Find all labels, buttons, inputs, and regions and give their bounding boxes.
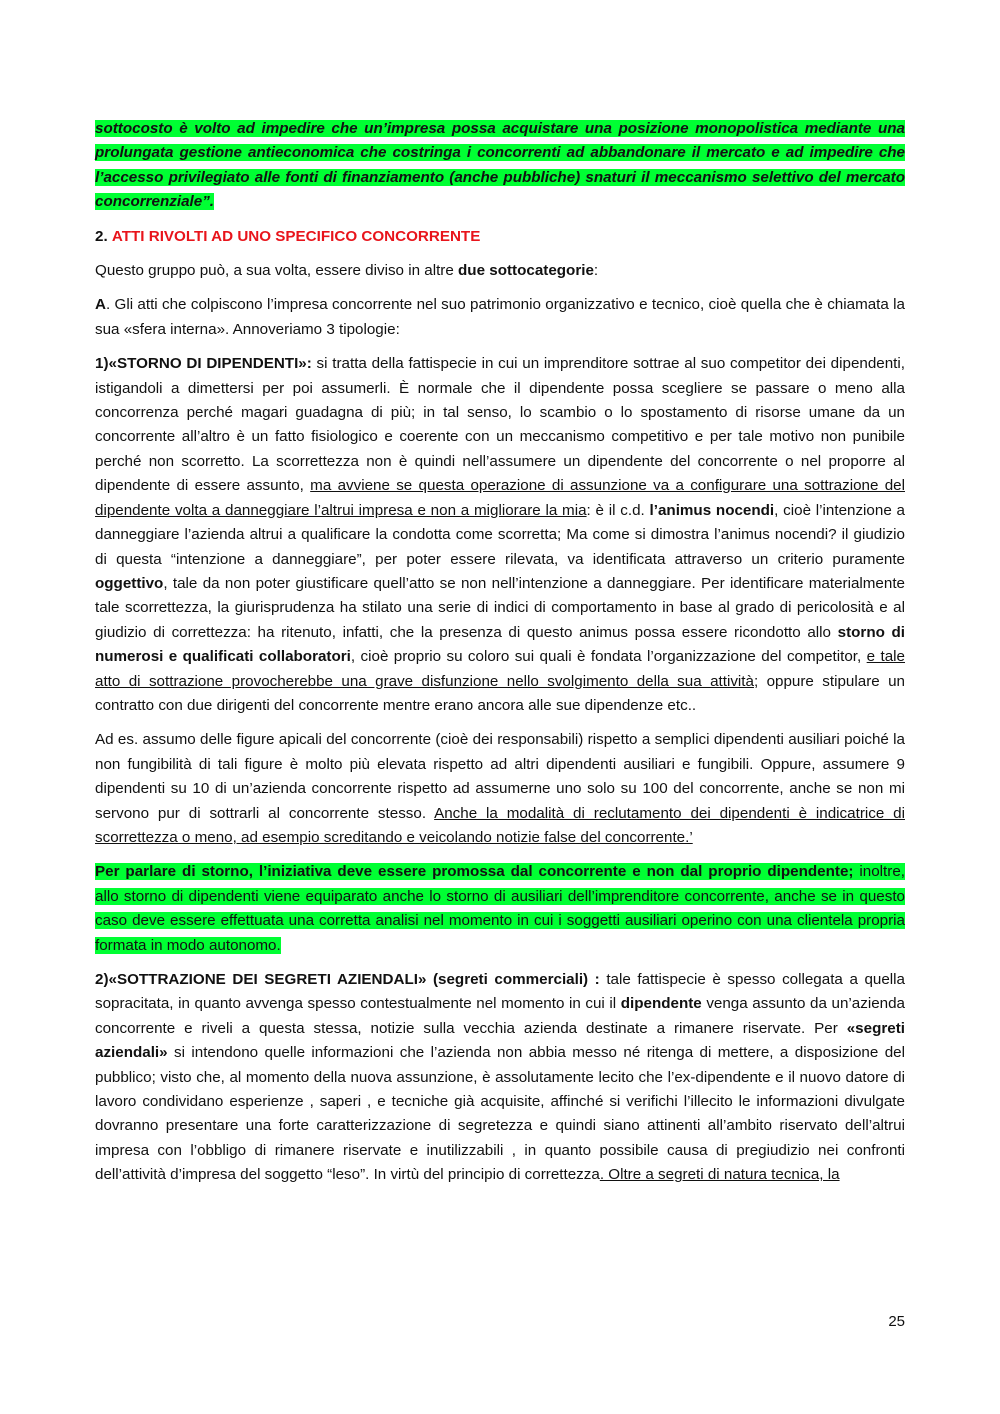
text-run: , cioè l’intenzione a danneggiare l’azienda altrui a qualificare la condotta come scorretta; Ma come si dimostra l’animus nocendi? il giudizio di questa “intenzione a danneggiare”, per poter essere rilevata, va identificata attraverso un criterio puramente	[95, 501, 905, 568]
text-run: , cioè proprio su coloro sui quali è fondata l’organizzazione del competitor,	[350, 648, 867, 666]
highlighted-text: inoltre, allo storno di dipendenti viene equiparato anche lo storno di ausiliari dell’imprenditore concorrente, anche se in questo caso deve essere effettuata una corretta analisi nel momento in cui i soggetti ausiliari operino con una clientela propria formata in modo autonomo.	[95, 863, 905, 954]
text-run: . Gli atti che colpiscono l’impresa concorrente nel suo patrimonio organizzativo e tecnico, cioè quella che è chiamata la sua «sfera interna». Annoveriamo 3 tipologie:	[95, 296, 905, 338]
bold-text: l’animus nocendi	[649, 501, 775, 519]
highlighted-bold-text: Per parlare di storno, l’iniziativa deve essere promossa dal concorrente e non dal proprio dipendente;	[95, 863, 854, 881]
section-number: 2.	[95, 227, 108, 245]
text-run: :	[593, 262, 599, 280]
text-run: si intendono quelle informazioni che l’azienda non abbia messo né ritenga di mettere, a disposizione del pubblico; visto che, al momento della nuova assunzione, è assolutamente lecito che l’ex-dipendente e il nuovo datore di lavoro condividano esperienze , saperi , e tecniche già acquisite, affinché si verifichi l’illecito le informazioni divulgate dovranno presentare una forte caratterizzazione di segretezza e quindi siano attinenti all’ambito riservato dell’altrui impresa con l’obbligo di rimanere riservate e inutilizzabili , in quanto possibile causa di pregiudizio nei confronti dell’attività d’impresa del soggetto “leso”. In virtù del principio di correttezza	[95, 1044, 905, 1184]
subheading-storno: 1)«STORNO DI DIPENDENTI»:	[95, 355, 312, 373]
text-run: Questo gruppo può, a sua volta, essere diviso in altre	[95, 262, 459, 280]
page-number: 25	[888, 1313, 905, 1330]
bold-text: «segreti aziendali»	[95, 1019, 905, 1062]
text-run: , tale da non poter giustificare quell’atto se non nell’intenzione a danneggiare. Per identificare materialmente tale scorrettezza, la giurisprudenza ha stilato una serie di indici di comportamento in base al grado di pericolosità e al giudizio di correttezza: ha ritenuto, infatti, che la presenza di questo animus possa essere ricondotto allo	[95, 574, 905, 641]
bold-text: oggettivo	[95, 574, 164, 592]
document-body	[95, 117, 905, 1198]
section-title: ATTI RIVOLTI AD UNO SPECIFICO CONCORRENTE	[111, 227, 481, 245]
paragraph-storno	[95, 352, 905, 718]
paragraph-segreti	[95, 968, 905, 1188]
underlined-text: Anche la modalità di reclutamento dei dipendenti è indicatrice di scorrettezza o meno, ad esempio screditando e veicolando notizie false del concorrente.’	[95, 804, 905, 846]
bold-text: dipendente	[620, 995, 702, 1013]
underlined-text: . Oltre a segreti di natura tecnica, la	[599, 1166, 840, 1184]
text-run: tale fattispecie è spesso collegata a quella sopracitata, in quanto avvenga spesso contestualmente nel momento in cui il	[95, 971, 906, 1013]
paragraph-highlighted-storno	[95, 860, 905, 958]
paragraph-intro-highlighted	[95, 117, 905, 215]
paragraph-a	[95, 293, 905, 342]
text-run: : è il c.d.	[586, 501, 650, 519]
bold-text: storno di numerosi e qualificati collaboratori	[95, 623, 905, 666]
underlined-text: e tale atto di sottrazione provocherebbe una grave disfunzione nello svolgimento della sua attività	[95, 648, 905, 690]
section-heading	[95, 225, 905, 249]
underlined-text: ma avviene se questa operazione di assunzione va a configurare una sottrazione del dipendente volta a danneggiare l’altrui impresa e non a migliorare la mia	[95, 477, 905, 519]
paragraph-subcategories	[95, 259, 905, 283]
bold-text: due sottocategorie	[458, 262, 594, 280]
text-run: Ad es. assumo delle figure apicali del concorrente (cioè dei responsabili) rispetto a semplici dipendenti ausiliari poiché la non fungibilità di tali figure è molto più elevata rispetto ad altri dipendenti ausiliari e fungibili. Oppure, assumere 9 dipendenti su 10 di un’azienda concorrente rispetto ad assumerne uno solo su 100 del concorrente, anche se non mi servono pur di sottrarli al concorrente stesso.	[95, 731, 905, 822]
subheading-segreti: 2)«SOTTRAZIONE DEI SEGRETI AZIENDALI» (segreti commerciali) :	[95, 971, 600, 988]
text-run: ; oppure stipulare un contratto con due dirigenti del concorrente mentre erano ancora alle sue dipendenze etc..	[95, 672, 905, 714]
text-run: venga assunto da un’azienda concorrente e riveli a questa stessa, notizie sulla vecchia azienda destinate a rimanere riservate. Per	[95, 995, 905, 1037]
text-run: si tratta della fattispecie in cui un imprenditore sottrae al suo competitor dei dipendenti, istigandoli a dimettersi per poi assumerli. È normale che il dipendente possa scegliere se passare o meno alla concorrenza perché magari guadagna di più; in tal senso, lo scambio o lo spostamento di risorse umane da un concorrente all’altro è un fatto fisiologico e coerente con un meccanismo competitivo e per tale motivo non punibile perché non scorretto. La scorrettezza non è quindi nell’assumere un dipendente del concorrente o nel proporre al dipendente di essere assunto,	[95, 355, 905, 495]
item-letter: A	[95, 296, 106, 314]
paragraph-example	[95, 728, 905, 850]
highlighted-quote: sottocosto è volto ad impedire che un’impresa possa acquistare una posizione monopolistica mediante una prolungata gestione antieconomica che costringa i concorrenti ad abbandonare il mercato e ad impedire che l’accesso privilegiato alle fonti di finanziamento (anche pubbliche) snaturi il meccanismo selettivo del mercato concorrenziale”.	[95, 120, 905, 211]
